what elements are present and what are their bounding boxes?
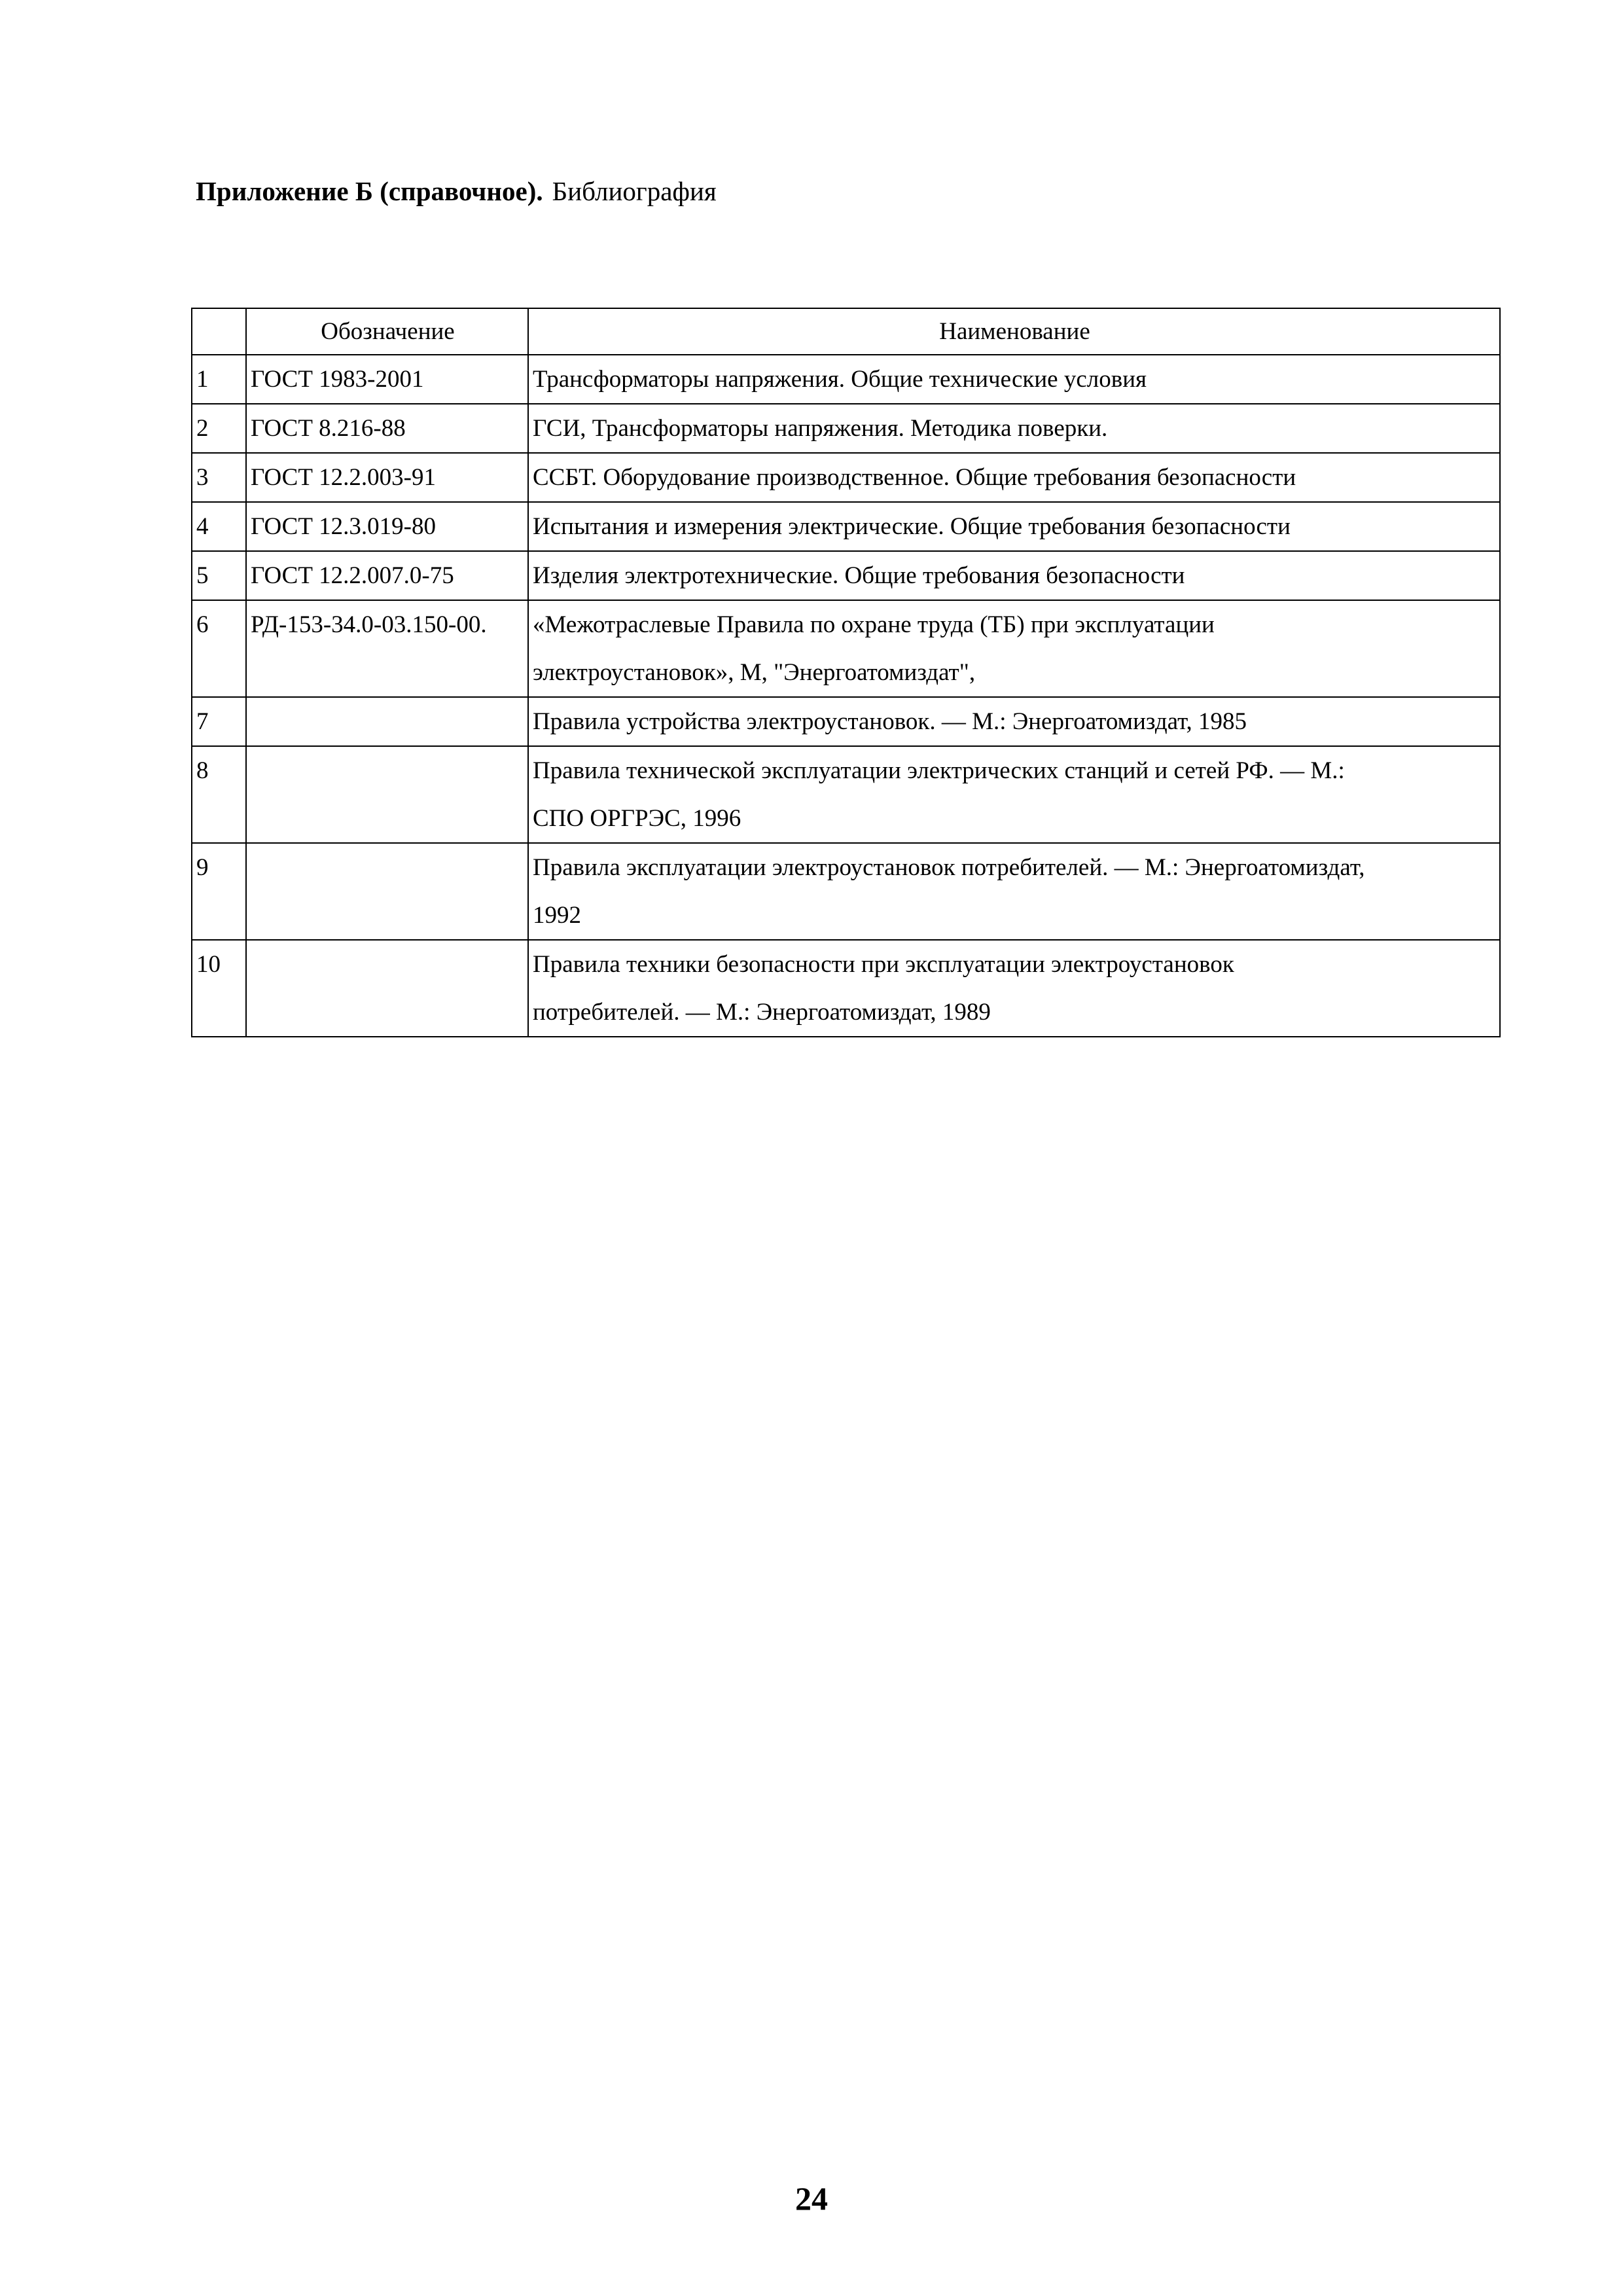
row-name [528,453,1500,502]
appendix-subtitle: Библиография [552,176,717,206]
row-name-line: 1992 [533,902,581,929]
table-header-row [192,308,1500,355]
row-designation: РД-153-34.0-03.150-00. [246,600,528,697]
column-header-number [192,308,246,355]
row-name [528,843,1500,940]
table-body [192,355,1500,1037]
row-designation: ГОСТ 12.2.003-91 [246,453,528,502]
row-name [528,502,1500,551]
table-row [192,746,1500,843]
row-name-line: Изделия электротехнические. Общие требования безопасности [533,562,1185,589]
row-name [528,697,1500,746]
row-number: 6 [192,600,246,697]
table-row [192,551,1500,600]
table-row [192,453,1500,502]
column-header-name: Наименование [528,308,1500,355]
row-designation [246,940,528,1037]
row-designation [246,746,528,843]
row-name-line: Правила техники безопасности при эксплуатации электроустановок [533,951,1234,978]
row-number: 5 [192,551,246,600]
bibliography-table [191,308,1501,1037]
table-row [192,502,1500,551]
table-row [192,843,1500,940]
row-number: 2 [192,404,246,453]
row-name-line: ГСИ, Трансформаторы напряжения. Методика поверки. [533,415,1108,442]
row-number: 8 [192,746,246,843]
row-number: 3 [192,453,246,502]
row-designation: ГОСТ 12.3.019-80 [246,502,528,551]
row-name-line: Правила эксплуатации электроустановок потребителей. — М.: Энергоатомиздат, [533,854,1365,881]
row-name [528,940,1500,1037]
row-name [528,551,1500,600]
column-header-designation: Обозначение [246,308,528,355]
table-row [192,600,1500,697]
row-name [528,404,1500,453]
row-designation: ГОСТ 12.2.007.0-75 [246,551,528,600]
row-number: 7 [192,697,246,746]
row-name-line: СПО ОРГРЭС, 1996 [533,805,741,832]
table-row [192,940,1500,1037]
row-name-line: Правила устройства электроустановок. — М.: Энергоатомиздат, 1985 [533,708,1247,735]
table-row [192,404,1500,453]
row-number: 9 [192,843,246,940]
row-number: 10 [192,940,246,1037]
row-name [528,600,1500,697]
row-name-line: потребителей. — М.: Энергоатомиздат, 1989 [533,999,991,1026]
row-designation [246,697,528,746]
appendix-title: Приложение Б (справочное). [196,176,543,206]
row-number: 4 [192,502,246,551]
row-designation: ГОСТ 1983-2001 [246,355,528,404]
row-number: 1 [192,355,246,404]
appendix-heading [196,171,717,211]
row-name-line: ССБТ. Оборудование производственное. Общие требования безопасности [533,464,1296,491]
row-name-line: Трансформаторы напряжения. Общие технические условия [533,366,1147,393]
table-row [192,355,1500,404]
row-name [528,355,1500,404]
row-designation: ГОСТ 8.216-88 [246,404,528,453]
row-name-line: Правила технической эксплуатации электрических станций и сетей РФ. — М.: [533,757,1345,784]
table-row [192,697,1500,746]
row-name-line: электроустановок», М, "Энергоатомиздат", [533,659,976,686]
row-name-line: Испытания и измерения электрические. Общие требования безопасности [533,513,1291,540]
page-number: 24 [795,2180,828,2217]
row-name [528,746,1500,843]
row-designation [246,843,528,940]
row-name-line: «Межотраслевые Правила по охране труда (ТБ) при эксплуатации [533,611,1215,638]
